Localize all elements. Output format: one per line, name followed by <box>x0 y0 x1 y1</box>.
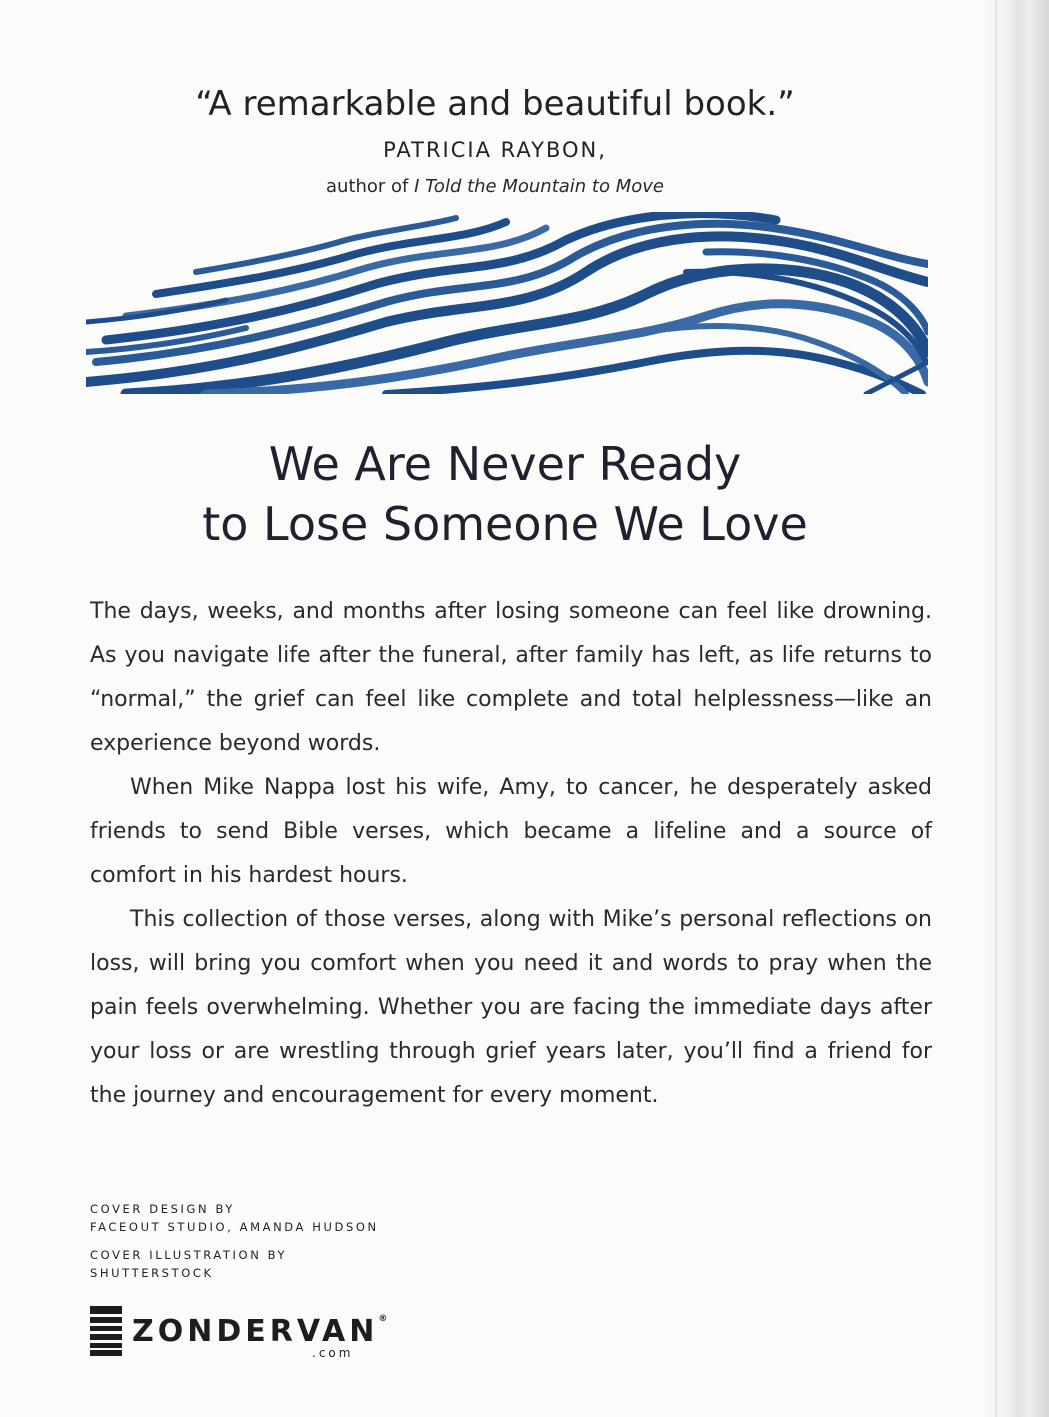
publisher-name <box>132 1314 387 1349</box>
cover-illustration-value: SHUTTERSTOCK <box>90 1266 214 1280</box>
description-paragraph-2: When Mike Nappa lost his wife, Amy, to cancer, he desperately asked friends to send Bible verses, which became a lifeline and a source of comfort in his hardest hours. <box>90 775 932 888</box>
description-paragraph-3: This collection of those verses, along with Mike’s personal reflections on loss, will bring you comfort when you need it and words to pray when the pain feels overwhelming. Whether you are facing the immediate days after your loss or are wrestling through grief years later, you’ll find a friend for the journey and encouragement for every moment. <box>90 907 932 1108</box>
description-paragraph-1: The days, weeks, and months after losing someone can feel like drowning. As you navigate life after the funeral, after family has left, as life returns to “normal,” the grief can feel like complete and total helplessness—like an experience beyond words. <box>90 599 932 756</box>
headline-line-2: to Lose Someone We Love <box>202 497 808 551</box>
cover-illustration-label: COVER ILLUSTRATION BY <box>90 1248 288 1262</box>
cover-credits <box>90 1200 379 1292</box>
endorser-book-title: I Told the Mountain to Move <box>414 176 664 197</box>
cover-design-label: COVER DESIGN BY <box>90 1202 235 1216</box>
cover-design-value: FACEOUT STUDIO, AMANDA HUDSON <box>90 1220 379 1234</box>
book-spine-edge <box>981 0 1049 1417</box>
description-body <box>90 590 932 1118</box>
endorser-name: PATRICIA RAYBON, <box>383 138 607 162</box>
endorser-role-prefix: author of <box>326 176 415 197</box>
zondervan-logo-icon <box>90 1306 122 1356</box>
ocean-waves-icon <box>86 212 928 394</box>
headline <box>0 434 1010 554</box>
publisher-domain: .com <box>312 1346 354 1360</box>
publisher-name-text: ZONDERVAN <box>132 1314 379 1349</box>
spine-crease <box>995 0 997 1417</box>
headline-line-1: We Are Never Ready <box>268 437 742 491</box>
endorsement-quote: “A remarkable and beautiful book.” <box>195 84 795 124</box>
endorser-role <box>0 176 990 197</box>
publisher-trademark: ® <box>378 1314 388 1324</box>
